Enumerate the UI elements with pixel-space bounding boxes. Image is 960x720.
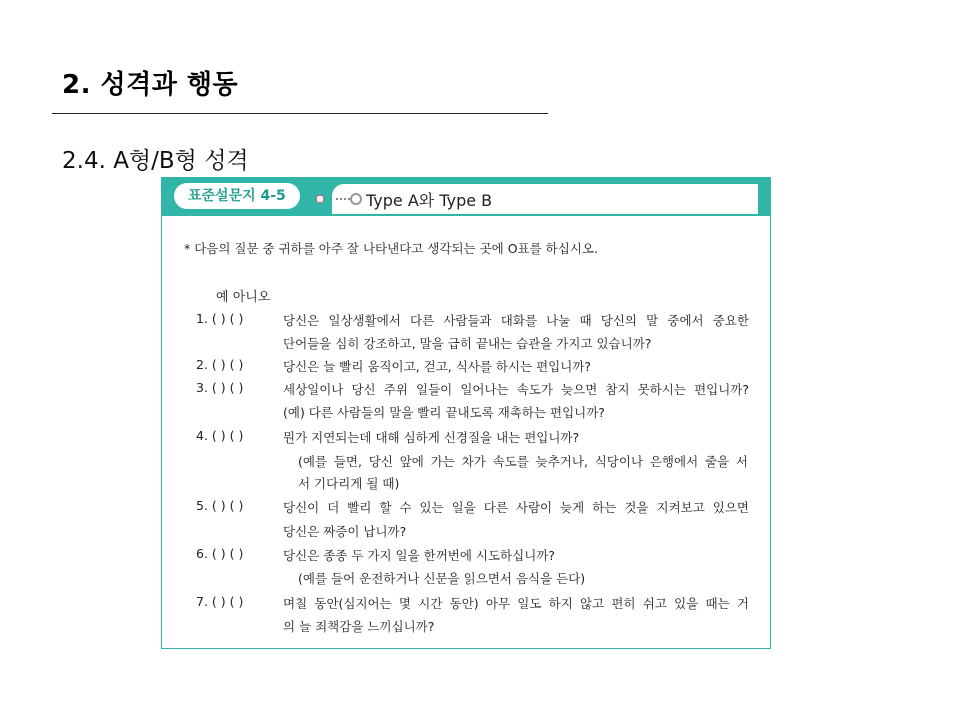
question-text: 당신은 일상생활에서 다른 사람들과 대화를 나눌 때 당신의 말 중에서 중요한 [283,313,749,328]
question-text: 당신은 종종 두 가지 일을 한꺼번에 시도하십니까? [283,548,555,563]
question-number[interactable]: 3. ( ) ( ) [196,380,244,395]
slide-title: 2. 성격과 행동 [62,70,239,100]
question-number[interactable]: 5. ( ) ( ) [196,498,244,513]
question-text: 당신은 늘 빨리 움직이고, 걷고, 식사를 하시는 편입니까? [283,359,592,374]
question-continuation: 의 늘 죄책감을 느끼십니까? [283,619,435,634]
question-text: 당신이 더 빨리 할 수 있는 일을 다른 사람이 늦게 하는 것을 지켜보고 있으면 [283,500,749,515]
question-continuation: 서 기다리게 될 때) [298,476,400,491]
ring-icon [350,193,362,205]
question-number[interactable]: 7. ( ) ( ) [196,594,244,609]
panel-header [162,178,770,216]
question-continuation: 단어들을 심히 강조하고, 말을 급히 끝내는 습관을 가지고 있습니까? [283,336,652,351]
panel-heading: Type A와 Type B [366,191,493,210]
question-continuation: (예를 들어 운전하거나 신문을 읽으면서 음식을 든다) [298,571,586,586]
question-number[interactable]: 4. ( ) ( ) [196,428,244,443]
dotted-connector-icon [336,198,350,200]
question-number[interactable]: 1. ( ) ( ) [196,311,244,326]
title-divider [52,113,548,114]
questionnaire-badge: 표준설문지 4-5 [174,183,300,209]
section-subtitle: 2.4. A형/B형 성격 [62,148,249,174]
badge-dot-icon [316,195,324,203]
question-text: 뭔가 지연되는데 대해 심하게 신경질을 내는 편입니까? [283,430,580,445]
question-text: 세상일이나 당신 주위 일들이 일어나는 속도가 늦으면 참지 못하시는 편입니까? [283,382,749,397]
question-number[interactable]: 6. ( ) ( ) [196,546,244,561]
question-continuation: (예) 다른 사람들의 말을 빨리 끝내도록 재촉하는 편입니까? [283,405,605,420]
instruction-text: * 다음의 질문 중 귀하를 아주 잘 나타낸다고 생각되는 곳에 O표를 하십시오. [184,241,598,256]
questionnaire-panel: 표준설문지 4-5 Type A와 Type B * 다음의 질문 중 귀하를 아주 잘 나타낸다고 생각되는 곳에 O표를 하십시오. 예 아니오 1. ( ) ( ) 당신은 일상생활에서 다른 사람들과 대화를 나눌 때 당신의 말 중에서 중요한 단어들을 심히 강조하고, 말을 급히 끝내는 습관을 가지고 있습니까? 2. ( ) ( ) 당신은 늘 빨리 움직이고, 걷고, 식사를 하시는 편입니까? 3. ( ) ( ) 세상일이나 당신 주위 일들이 일어나는 속도가 늦으면 참지 못하시는 편입니까? (예) 다른 사람들의 말을 빨리 끝내도록 재촉하는 편입니까? 4. ( ) ( ) 뭔가 지연되는데 대해 심하게 신경질을 내는 편입니까? (예를 들면, 당신 앞에 가는 차가 속도를 늦추거나, 식당이나 은행에서 줄을 서 서 기다리게 될 때) 5. ( ) ( ) 당신이 더 빨리 할 수 있는 일을 다른 사람이 늦게 하는 것을 지켜보고 있으면 당신은 짜증이 납니까? 6. ( ) ( ) 당신은 종종 두 가지 일을 한꺼번에 시도하십니까? (예를 들어 운전하거나 신문을 읽으면서 음식을 든다) 7. ( ) ( ) 며칠 동안(심지어는 몇 시간 동안) 아무 일도 하지 않고 편히 쉬고 있을 때는 거 의 늘 죄책감을 느끼십니까? [161,177,771,649]
answer-column-header: 예 아니오 [216,290,271,305]
heading-box [332,184,758,214]
question-continuation: 당신은 짜증이 납니까? [283,524,407,539]
question-number[interactable]: 2. ( ) ( ) [196,357,244,372]
question-text: 며칠 동안(심지어는 몇 시간 동안) 아무 일도 하지 않고 편히 쉬고 있을 때는 거 [283,596,749,611]
